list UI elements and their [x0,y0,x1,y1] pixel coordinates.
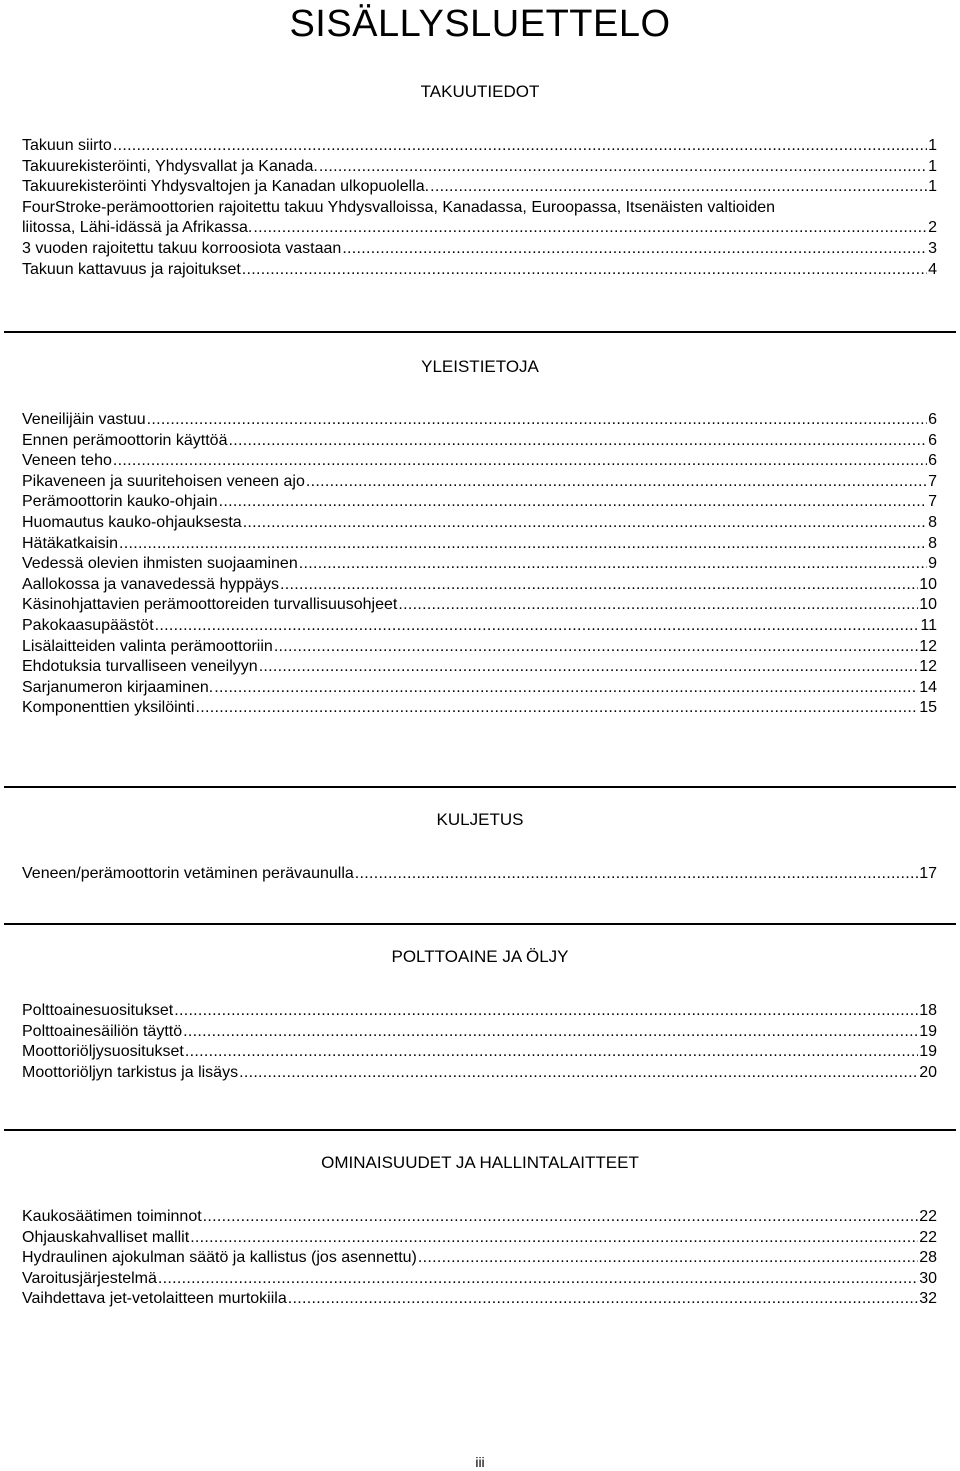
toc-entry-page: 1 [928,157,937,175]
toc-entry[interactable] [22,616,937,637]
dot-leader [185,1042,918,1063]
toc-entry[interactable] [22,1228,937,1249]
toc-entry[interactable] [22,637,937,658]
section-divider [4,1129,956,1131]
toc-entry[interactable] [22,678,937,699]
dot-leader [158,1269,918,1290]
toc-entry-label: Veneen teho [22,452,112,470]
toc-entry-page: 14 [919,678,937,696]
toc-entry[interactable] [22,1248,937,1269]
toc-entry-page: 7 [928,472,937,490]
toc-entry-page: 19 [919,1022,937,1040]
dot-leader [342,239,927,260]
toc-entry-label: Huomautus kauko-ohjauksesta [22,513,242,531]
section-heading-polttoaine-ja-oljy: POLTTOAINE JA ÖLJY [391,947,569,966]
toc-entry-page: 9 [928,555,937,573]
toc-entry-label: Takuun siirto [22,137,112,154]
toc-list-polttoaine-ja-oljy [22,1001,937,1083]
toc-entry-page: 6 [928,411,937,428]
toc-entry-page: 18 [919,1002,937,1019]
toc-entry-label: Takuun kattavuus ja rajoitukset [22,260,241,278]
dot-leader [319,157,927,178]
dot-leader [274,637,918,658]
toc-entry-label: Moottoriöljyn tarkistus ja lisäys [22,1063,239,1081]
toc-entry-page: 15 [919,699,937,717]
toc-entry-page: 19 [919,1043,937,1061]
toc-entry-label: liitossa, Lähi-idässä ja Afrikassa. [22,219,253,237]
toc-entry[interactable] [22,1001,937,1022]
toc-entry-label: Varoitusjärjestelmä [22,1269,157,1287]
toc-entry[interactable] [22,1042,937,1063]
toc-entry[interactable] [22,1269,937,1290]
toc-entry-label: Hydraulinen ajokulman säätö ja kallistus (jos asennettu) [22,1249,417,1267]
toc-entry-label: Perämoottorin kauko-ohjain [22,493,218,511]
dot-leader [147,410,927,431]
toc-entry-page: 32 [919,1290,937,1308]
dot-leader [288,1289,918,1310]
section-heading-kuljetus: KULJETUS [436,810,524,829]
toc-entry-page: 8 [928,513,937,531]
dot-leader [355,864,918,885]
toc-entry[interactable] [22,657,937,678]
toc-entry-label: Ehdotuksia turvalliseen veneilyyn [22,658,258,676]
dot-leader [299,554,927,575]
toc-entry-label: Ennen perämoottorin käyttöä [22,431,228,449]
toc-entry[interactable] [22,1022,937,1043]
page-number: iii [475,1454,485,1470]
dot-leader [280,575,918,596]
toc-entry-label: Aallokossa ja vanavedessä hyppäys [22,575,280,593]
dot-leader [113,136,927,157]
dot-leader [418,1248,918,1269]
toc-entry[interactable] [22,431,937,452]
dot-leader [398,595,918,616]
toc-entry-page: 4 [928,260,937,278]
toc-entry-label: 3 vuoden rajoitettu takuu korroosiota vastaan [22,239,342,257]
dot-leader [183,1022,918,1043]
toc-entry[interactable] [22,239,937,260]
toc-entry-page: 1 [928,178,937,196]
toc-entry-label: Kaukosäätimen toiminnot [22,1208,202,1225]
toc-entry-label: Lisälaitteiden valinta perämoottoriin [22,637,273,655]
dot-leader [430,177,927,198]
dot-leader [190,1228,918,1249]
toc-entry-label: Käsinohjattavien perämoottoreiden turvallisuusohjeet [22,596,398,614]
toc-entry-page: 1 [928,137,937,154]
toc-entry-page: 30 [919,1269,937,1287]
dot-leader [119,534,927,555]
toc-entry[interactable] [22,1207,937,1228]
toc-entry-page: 10 [919,575,937,593]
toc-list-ominaisuudet [22,1207,937,1310]
toc-entry[interactable] [22,1063,937,1084]
toc-entry[interactable] [22,198,937,239]
section-heading-ominaisuudet: OMINAISUUDET JA HALLINTALAITTEET [321,1153,639,1172]
toc-entry[interactable] [22,698,937,719]
toc-entry-page: 22 [919,1228,937,1246]
toc-entry[interactable] [22,864,937,885]
toc-entry-page: 17 [919,865,937,882]
toc-entry-page: 12 [919,637,937,655]
toc-entry-label: Ohjauskahvalliset mallit [22,1228,190,1246]
toc-entry-page: 6 [928,452,937,470]
toc-entry-page: 2 [928,219,937,237]
toc-entry[interactable] [22,513,937,534]
section-divider [4,786,956,788]
dot-leader [196,698,919,719]
section-divider [4,923,956,925]
toc-entry[interactable] [22,534,937,555]
dot-leader [253,218,927,239]
toc-entry-label: Veneilijäin vastuu [22,411,146,428]
toc-entry[interactable] [22,492,937,513]
toc-list-kuljetus [22,864,937,885]
toc-entry-page: 22 [919,1208,937,1225]
toc-entry[interactable] [22,136,937,157]
dot-leader [214,678,918,699]
dot-leader [174,1001,918,1022]
dot-leader [306,472,927,493]
toc-entry-label: Hätäkatkaisin [22,534,119,552]
toc-list-yleistietoja [22,410,937,719]
dot-leader [219,492,927,513]
toc-entry[interactable] [22,554,937,575]
toc-entry-label: Polttoainesuositukset [22,1002,174,1019]
toc-entry[interactable] [22,451,937,472]
toc-entry-page: 11 [920,616,937,634]
dot-leader [203,1207,919,1228]
dot-leader [243,513,927,534]
toc-entry-label: Veneen/perämoottorin vetäminen perävaunulla [22,865,354,882]
toc-entry-label: Vaihdettava jet-vetolaitteen murtokiila [22,1290,287,1308]
toc-entry-page: 20 [919,1063,937,1081]
toc-entry-label: Takuurekisteröinti, Yhdysvallat ja Kanada. [22,157,318,175]
section-divider [4,331,956,333]
toc-entry[interactable] [22,595,937,616]
toc-entry-page: 6 [928,431,937,449]
toc-entry[interactable] [22,260,937,281]
toc-entry[interactable] [22,157,937,178]
toc-entry[interactable] [22,472,937,493]
dot-leader [228,431,927,452]
toc-entry-label: Vedessä olevien ihmisten suojaaminen [22,555,298,573]
toc-entry-label: Takuurekisteröinti Yhdysvaltojen ja Kanadan ulkopuolella. [22,178,430,196]
toc-entry-page: 28 [919,1249,937,1267]
dot-leader [242,260,927,281]
toc-entry-page: 8 [928,534,937,552]
toc-entry-page: 12 [919,658,937,676]
toc-entry-label-line1: FourStroke-perämoottorien rajoitettu takuu Yhdysvalloissa, Kanadassa, Euroopassa, Itsenäisten valtioiden [22,198,776,216]
toc-entry[interactable] [22,1289,937,1310]
page-title: SISÄLLYSLUETTELO [289,3,671,45]
toc-entry-page: 7 [928,493,937,511]
toc-entry-label: Polttoainesäiliön täyttö [22,1022,183,1040]
toc-entry-label: Pakokaasupäästöt [22,616,154,634]
toc-entry[interactable] [22,177,937,198]
toc-list-takuutiedot [22,136,937,280]
dot-leader [259,657,919,678]
dot-leader [113,451,927,472]
section-heading-yleistietoja: YLEISTIETOJA [421,357,539,376]
dot-leader [155,616,920,637]
toc-entry[interactable] [22,575,937,596]
dot-leader [239,1063,918,1084]
toc-entry-label: Sarjanumeron kirjaaminen. [22,678,214,696]
toc-entry-label: Moottoriöljysuositukset [22,1043,184,1061]
toc-entry[interactable] [22,410,937,431]
toc-entry-page: 3 [928,239,937,257]
toc-entry-page: 10 [919,596,937,614]
toc-entry-label: Pikaveneen ja suuritehoisen veneen ajo [22,472,305,490]
section-heading-takuutiedot: TAKUUTIEDOT [420,82,540,101]
toc-entry-label: Komponenttien yksilöinti [22,699,195,717]
